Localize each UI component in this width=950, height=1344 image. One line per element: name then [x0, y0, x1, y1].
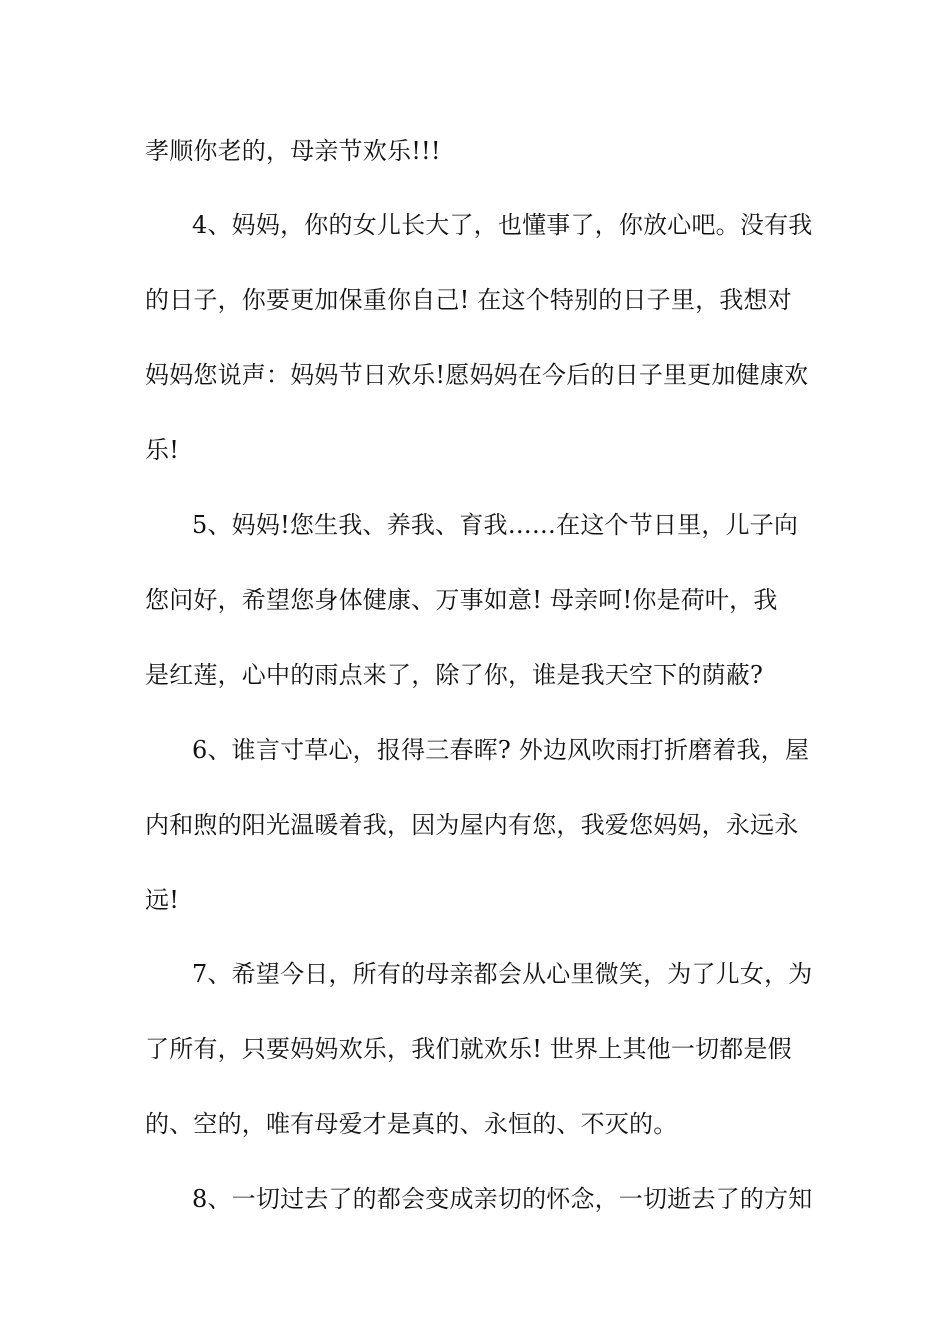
text-line: 您问好，希望您身体健康、万事如意! 母亲呵!你是荷叶，我	[145, 586, 778, 614]
text-line: 4、妈妈，你的女儿长大了，也懂事了，你放心吧。没有我	[192, 211, 813, 239]
text-line: 了所有，只要妈妈欢乐，我们就欢乐! 世界上其他一切都是假	[145, 1035, 792, 1063]
text-line: 孝顺你老的，母亲节欢乐!!!	[145, 137, 441, 165]
text-line: 内和煦的阳光温暖着我，因为屋内有您，我爱您妈妈，永远永	[145, 811, 799, 839]
text-line: 的日子，你要更加保重你自己! 在这个特别的日子里，我想对	[145, 286, 792, 314]
text-line: 妈妈您说声：妈妈节日欢乐!愿妈妈在今后的日子里更加健康欢	[145, 361, 809, 389]
text-line: 6、谁言寸草心，报得三春晖? 外边风吹雨打折磨着我，屋	[192, 736, 810, 764]
text-line: 8、一切过去了的都会变成亲切的怀念，一切逝去了的方知	[192, 1185, 813, 1213]
text-line: 的、空的，唯有母爱才是真的、永恒的、不灭的。	[145, 1110, 678, 1138]
text-line: 远!	[145, 886, 180, 914]
text-line: 5、妈妈!您生我、养我、育我……在这个节日里，儿子向	[192, 511, 799, 539]
text-line: 7、希望今日，所有的母亲都会从心里微笑，为了儿女，为	[192, 960, 813, 988]
text-line: 是红莲，心中的雨点来了，除了你，谁是我天空下的荫蔽?	[145, 661, 764, 689]
text-line: 乐!	[145, 436, 180, 464]
